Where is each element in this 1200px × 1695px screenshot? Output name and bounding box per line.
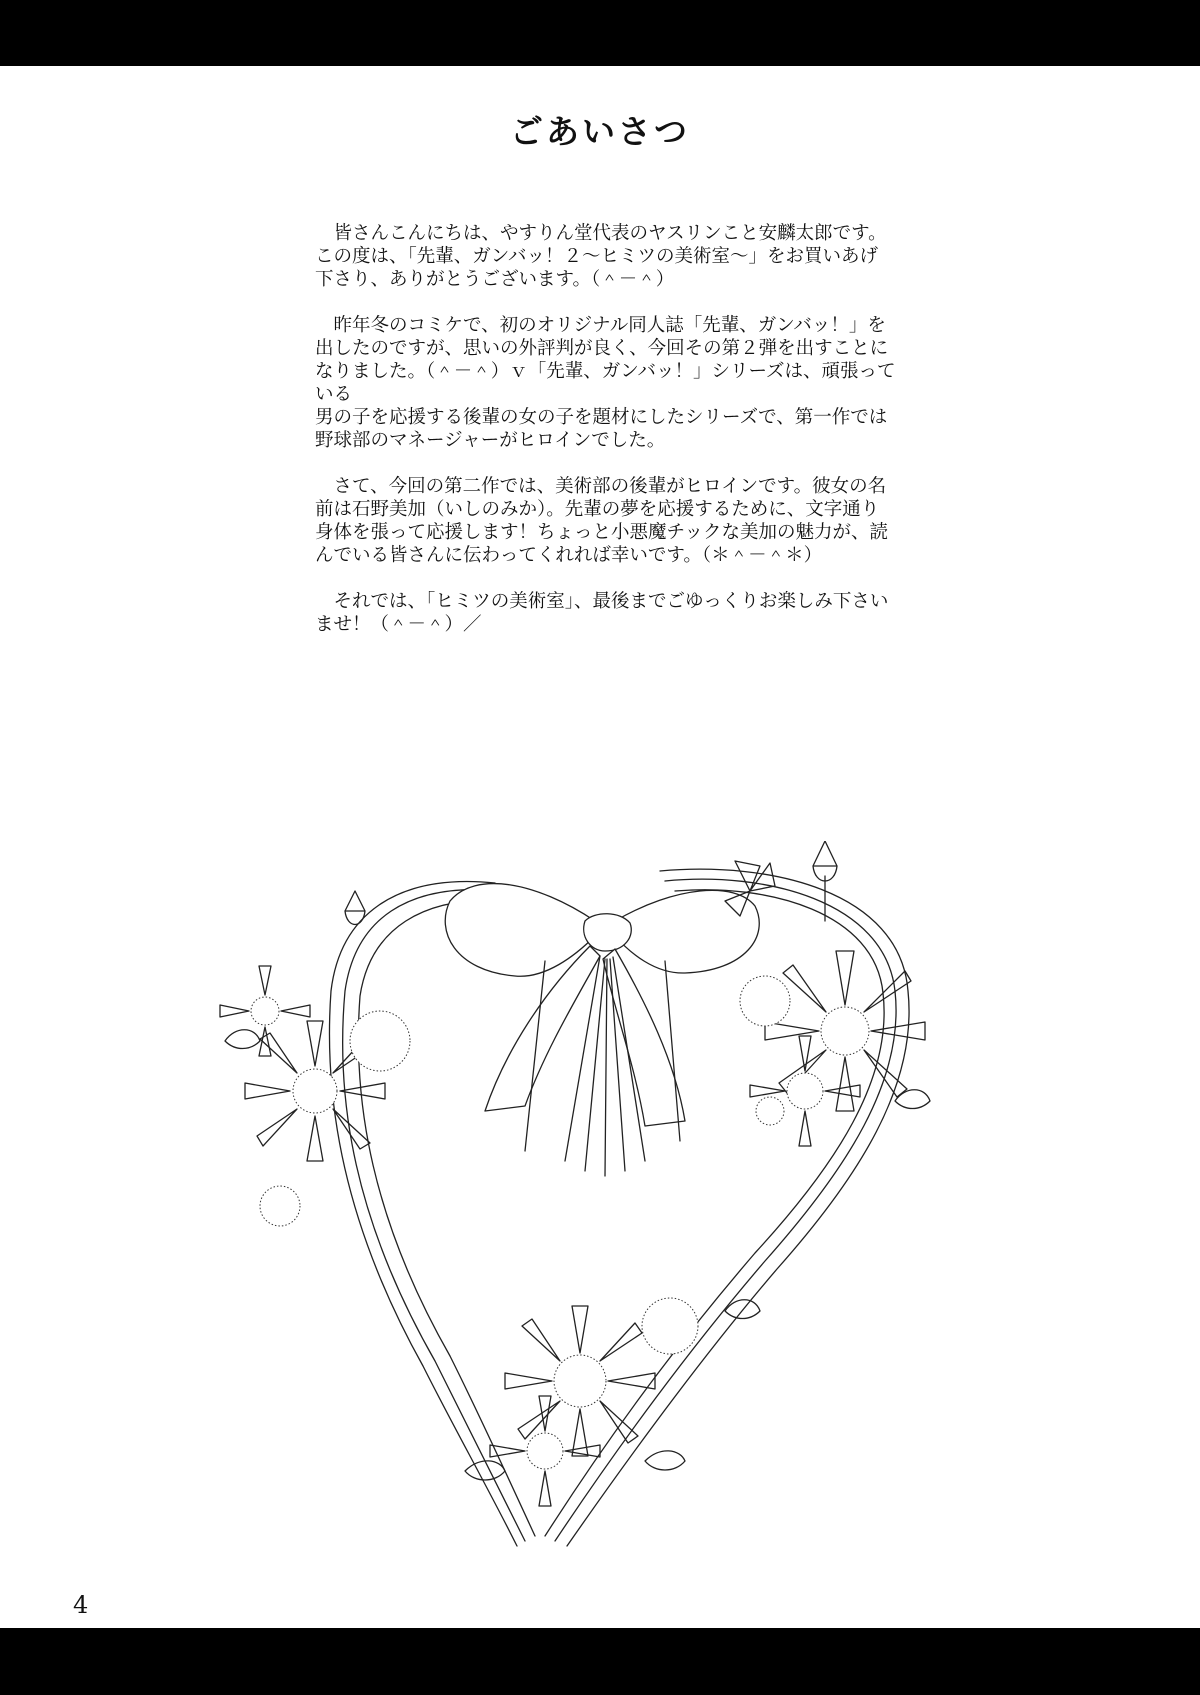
paragraph: 皆さんこんにちは、やすりん堂代表のヤスリンこと安麟太郎です。 この度は、「先輩、ガンバッ！２〜ヒミツの美術室〜」をお買いあげ 下さり、ありがとうございます。（＾－＾）: [315, 223, 887, 290]
paragraph: それでは、「ヒミツの美術室」、最後までごゆっくりお楽しみ下さい ませ！（＾－＾）／: [315, 591, 889, 635]
page-number: 4: [73, 1591, 89, 1619]
flower-wreath-illustration: [205, 841, 1025, 1581]
page-title: ごあいさつ: [510, 112, 690, 151]
paragraph: 昨年冬のコミケで、初のオリジナル同人誌「先輩、ガンバッ！」を 出したのですが、思いの外評判が良く、今回その第２弾を出すことに なりました。（＾－＾）ｖ「先輩、ガンバッ！」シリーズは、頑張っている 男の子を応援する後輩の女の子を題材にしたシリーズで、第一作では 野球部のマネージャーがヒロインでした。: [315, 315, 896, 451]
paragraph: さて、今回の第二作では、美術部の後輩がヒロインです。彼女の名 前は石野美加（いしのみか）。先輩の夢を応援するために、文字通り 身体を張って応援します！ちょっと小悪魔チックな美加の魅力が、読 んでいる皆さんに伝わってくれれば幸いです。（＊＾－＾＊）: [315, 476, 888, 566]
greeting-text: [315, 222, 905, 659]
page: [0, 66, 1200, 1628]
ribbon-bow: [445, 884, 759, 1176]
